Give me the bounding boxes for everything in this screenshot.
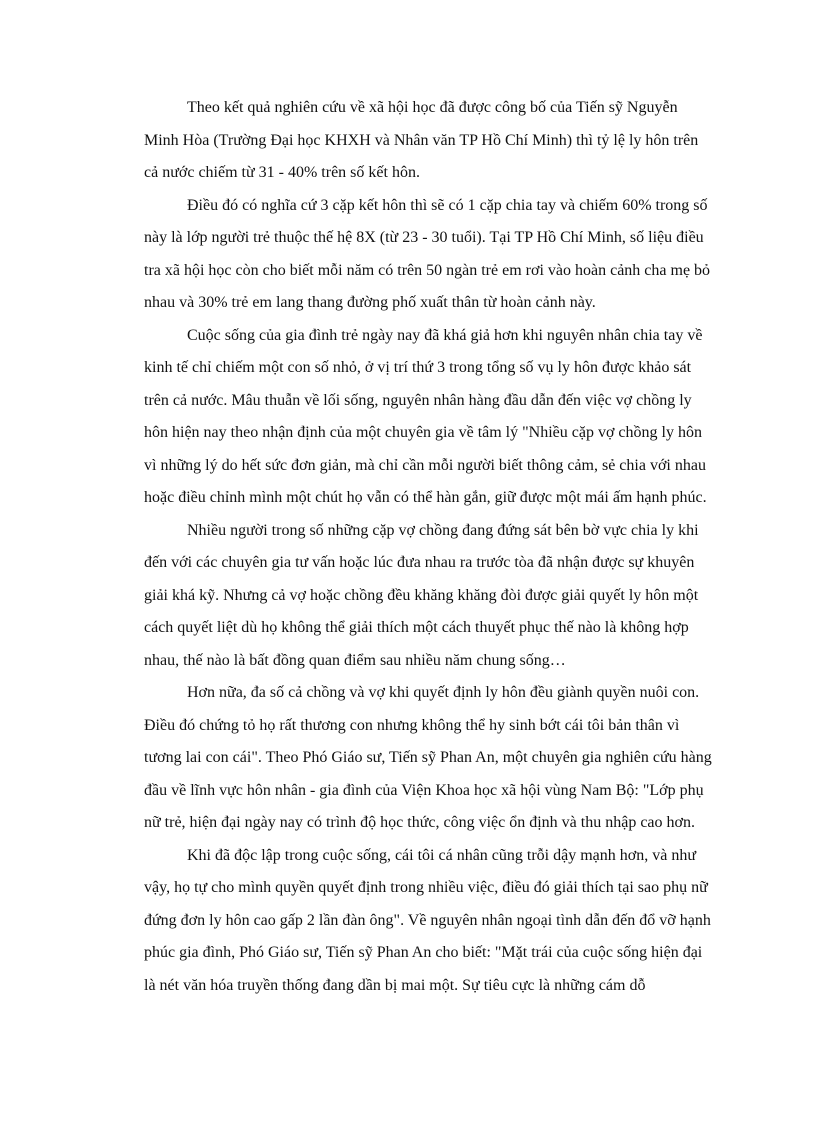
paragraph-1: Theo kết quả nghiên cứu về xã hội học đã được công bố của Tiến sỹ Nguyễn Minh Hòa (Trường Đại học KHXH và Nhân văn TP Hồ Chí Minh) thì tỷ lệ ly hôn trên cả nước chiếm từ 31 - 40% trên số kết hôn.	[144, 99, 699, 181]
paragraph-2: Điều đó có nghĩa cứ 3 cặp kết hôn thì sẽ có 1 cặp chia tay và chiếm 60% trong số này là lớp người trẻ thuộc thế hệ 8X (từ 23 - 30 tuổi). Tại TP Hồ Chí Minh, số liệu điều tra xã hội học còn cho biết mỗi năm có trên 50 ngàn trẻ em rơi vào hoàn cảnh cha mẹ bỏ nhau và 30% trẻ em lang thang đường phố xuất thân từ hoàn cảnh này.	[144, 196, 711, 311]
paragraph-3: Cuộc sống của gia đình trẻ ngày nay đã khá giả hơn khi nguyên nhân chia tay về kinh tế chỉ chiếm một con số nhỏ, ở vị trí thứ 3 trong tổng số vụ ly hôn được khảo sát trên cả nước. Mâu thuẫn về lối sống, nguyên nhân hàng đầu dẫn đến việc vợ chồng ly hôn hiện nay theo nhận định của một chuyên gia về tâm lý "Nhiều cặp vợ chồng ly hôn vì những lý do hết sức đơn giản, mà chỉ cần mỗi người biết thông cảm, sẻ chia với nhau hoặc điều chỉnh mình một chút họ vẫn có thể hàn gắn, giữ được một mái ấm hạnh phúc.	[144, 326, 707, 506]
paragraph-4: Nhiều người trong số những cặp vợ chồng đang đứng sát bên bờ vực chia ly khi đến với các chuyên gia tư vấn hoặc lúc đưa nhau ra trước tòa đã nhận được sự khuyên giải khá kỹ. Nhưng cả vợ hoặc chồng đều khăng khăng đòi được giải quyết ly hôn một cách quyết liệt dù họ không thể giải thích một cách thuyết phục thế nào là không hợp nhau, thế nào là bất đồng quan điểm sau nhiều năm chung sống…	[144, 521, 699, 669]
paragraph-5: Hơn nữa, đa số cả chồng và vợ khi quyết định ly hôn đều giành quyền nuôi con. Điều đó chứng tỏ họ rất thương con nhưng không thể hy sinh bớt cái tôi bản thân vì tương lai con cái". Theo Phó Giáo sư, Tiến sỹ Phan An, một chuyên gia nghiên cứu hàng đầu về lĩnh vực hôn nhân - gia đình của Viện Khoa học xã hội vùng Nam Bộ: "Lớp phụ nữ trẻ, hiện đại ngày nay có trình độ học thức, công việc ổn định và thu nhập cao hơn.	[144, 684, 712, 831]
paragraph-6: Khi đã độc lập trong cuộc sống, cái tôi cá nhân cũng trỗi dậy mạnh hơn, và như vậy, họ tự cho mình quyền quyết định trong nhiều việc, điều đó giải thích tại sao phụ nữ đứng đơn ly hôn cao gấp 2 lần đàn ông". Về nguyên nhân ngoại tình dẫn đến đổ vỡ hạnh phúc gia đình, Phó Giáo sư, Tiến sỹ Phan An cho biết: "Mặt trái của cuộc sống hiện đại là nét văn hóa truyền thống đang dần bị mai một. Sự tiêu cực là những cám dỗ	[144, 846, 711, 994]
body-text	[144, 92, 712, 1002]
